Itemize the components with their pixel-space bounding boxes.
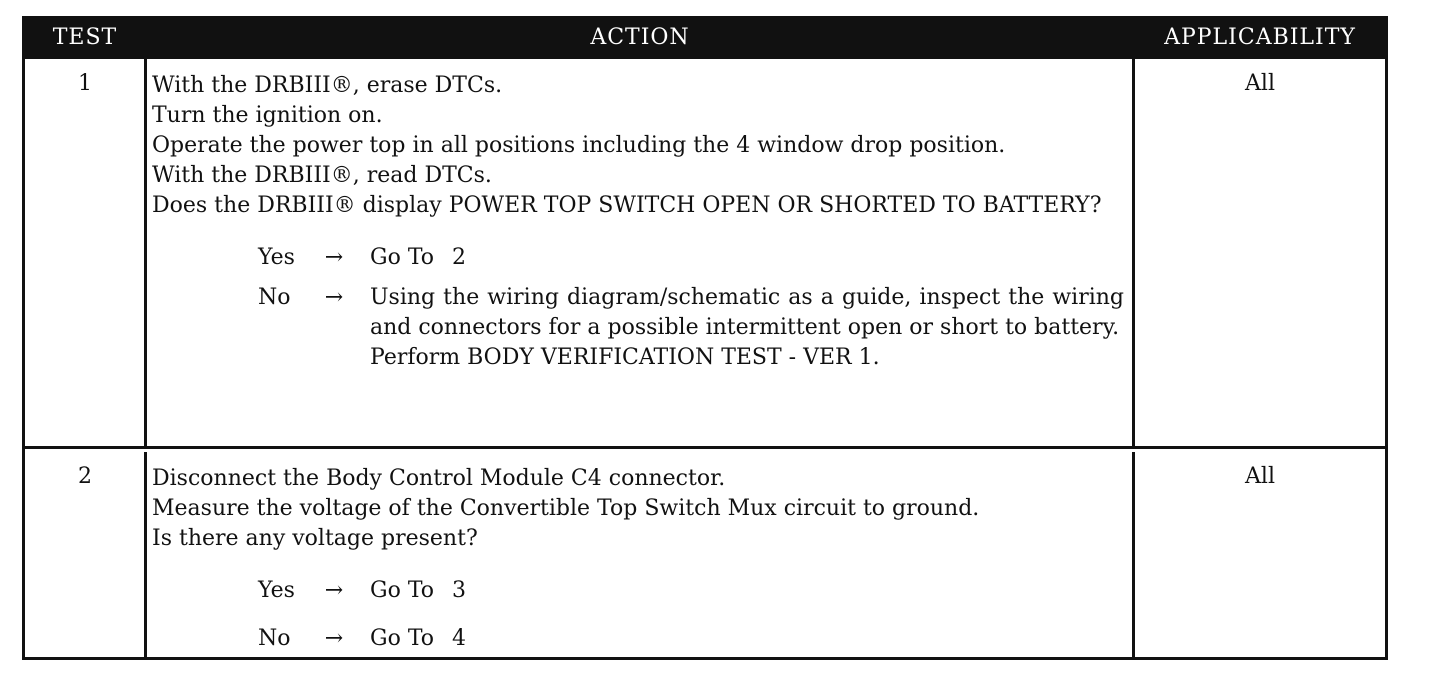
action-step: With the DRBIII®, erase DTCs. [152,73,503,98]
yes-label: Yes [258,578,295,603]
test-number: 1 [78,71,92,96]
no-branch [258,283,1124,373]
arrow-right-icon: → [324,245,344,270]
applicability-value: All [1245,71,1275,96]
goto-number: 3 [452,578,467,603]
action-step: With the DRBIII®, read DTCs. [152,163,492,188]
column-divider [144,59,147,446]
yes-branch [258,576,1124,606]
header-test: TEST [52,25,118,50]
diagnostic-test-table [22,16,1388,660]
action-cell [152,71,1124,373]
goto-number: 4 [452,626,467,651]
no-label: No [258,626,291,651]
action-step: Measure the voltage of the Convertible Top Switch Mux circuit to ground. [152,496,980,521]
applicability-value: All [1245,464,1275,489]
header-applicability: APPLICABILITY [1164,25,1356,50]
yes-label: Yes [258,245,295,270]
action-step: Disconnect the Body Control Module C4 connector. [152,466,726,491]
action-question: Does the DRBIII® display POWER TOP SWITCH OPEN OR SHORTED TO BATTERY? [152,193,1102,218]
goto-text: Go To [370,626,435,651]
table-header [25,19,1385,59]
table-row [25,452,1385,657]
action-question: Is there any voltage present? [152,526,478,551]
verification-instruction: Perform BODY VERIFICATION TEST - VER 1. [370,345,880,370]
no-instruction: Using the wiring diagram/schematic as a guide, inspect the wiring and connectors for a possible intermittent open or short to battery. [370,285,1124,340]
arrow-right-icon: → [324,578,344,603]
arrow-right-icon: → [324,285,344,310]
action-cell [152,464,1124,654]
action-step: Operate the power top in all positions including the 4 window drop position. [152,133,1006,158]
action-step: Turn the ignition on. [152,103,383,128]
goto-text: Go To [370,245,435,270]
goto-number: 2 [452,245,467,270]
no-branch [258,624,1124,654]
table-row [25,59,1385,449]
no-label: No [258,285,291,310]
test-number: 2 [78,464,92,489]
header-action: ACTION [590,25,690,50]
arrow-right-icon: → [324,626,344,651]
yes-branch [258,243,1124,273]
column-divider [1132,59,1135,446]
goto-text: Go To [370,578,435,603]
